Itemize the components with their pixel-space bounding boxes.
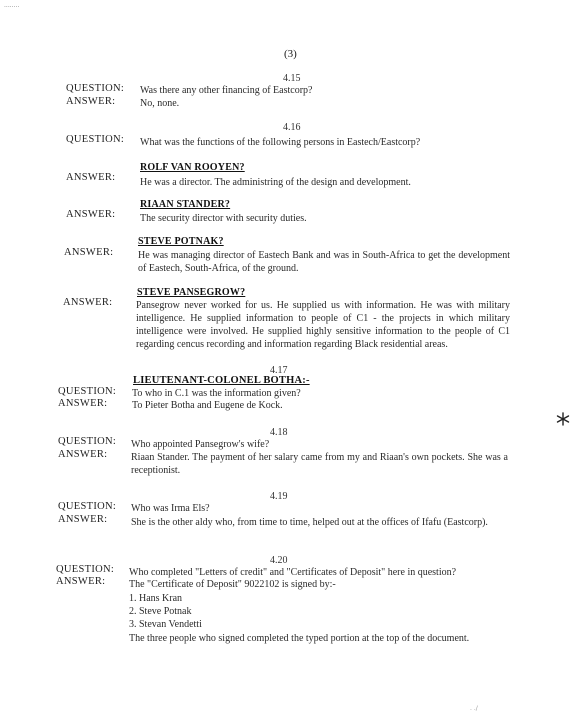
question-4-18: Who appointed Pansegrow's wife? [131,439,270,450]
person-heading-steve-pansegrow: STEVE PANSEGROW? [137,287,246,298]
list-item: 1. Hans Kran [129,593,183,604]
answer-4-15: No, none. [140,98,180,109]
answer-label: ANSWER: [58,449,108,460]
corner-mark: ........ [4,2,20,9]
question-4-17: To who in C.1 was the information given? [132,388,301,399]
question-label: QUESTION: [66,83,125,94]
question-4-20: Who completed "Letters of credit" and "Certificates of Deposit" here in question? [129,567,457,578]
answer-label: ANSWER: [66,209,116,220]
answer-steve-pansegrow: Pansegrow never worked for us. He supplied us with information. He was with military intelligence. He supplied information to people of C1 - the projects in which military intelligence were involved. He supplied highly sensitive information to the people of C1 regarding cencus recording and information regarding Black residential areas. [136,300,510,350]
question-4-15: Was there any other financing of Eastcorp? [140,85,313,96]
section-number-4-18: 4.18 [270,427,288,438]
question-4-19: Who was Irma Els? [131,503,210,514]
section-number-4-19: 4.19 [270,491,288,502]
question-label: QUESTION: [58,501,117,512]
answer-4-20: The "Certificate of Deposit" 9022102 is signed by:- [129,579,336,590]
answer-label: ANSWER: [66,96,116,107]
signer-list [129,592,329,631]
answer-steve-potnak: He was managing director of Eastech Bank and was in South-Africa to get the development of Eastech, South-Africa, of the ground. [138,250,510,274]
person-heading-riaan-stander: RIAAN STANDER? [140,199,231,210]
ink-star-mark-icon [556,412,570,426]
page-number: (3) [284,48,297,60]
question-label: QUESTION: [58,436,117,447]
answer-riaan-stander: The security director with security duties. [140,213,307,224]
answer-rolf-van-rooyen: He was a director. The administring of the design and development. [140,177,411,188]
question-label: QUESTION: [56,564,115,575]
bottom-mark: . ./ [470,705,478,712]
list-item: 2. Steve Potnak [129,606,192,617]
answer-4-18: Riaan Stander. The payment of her salary came from my and Riaan's own pockets. She was a receptionist. [131,452,508,476]
section-number-4-15: 4.15 [283,73,301,84]
answer-4-19: She is the other aldy who, from time to time, helped out at the offices of Ifafu (Eastcorp). [131,517,488,528]
answer-label: ANSWER: [63,297,113,308]
list-item: 3. Stevan Vendetti [129,619,202,630]
person-heading-steve-potnak: STEVE POTNAK? [138,236,224,247]
section-number-4-20: 4.20 [270,555,288,566]
answer-label: ANSWER: [58,398,108,409]
person-heading-rolf-van-rooyen: ROLF VAN ROOYEN? [140,162,245,173]
answer-label: ANSWER: [66,172,116,183]
question-4-16: What was the functions of the following persons in Eastech/Eastcorp? [140,137,421,148]
section-number-4-16: 4.16 [283,122,301,133]
heading-lieutenant-colonel-botha: LIEUTENANT-COLONEL BOTHA:- [133,375,310,386]
question-label: QUESTION: [66,134,125,145]
answer-label: ANSWER: [64,247,114,258]
answer-label: ANSWER: [56,576,106,587]
closing-remark-4-20: The three people who signed completed the typed portion at the top of the document. [129,633,470,644]
answer-4-17: To Pieter Botha and Eugene de Kock. [132,400,283,411]
section-number-4-17: 4.17 [270,365,288,376]
answer-label: ANSWER: [58,514,108,525]
question-label: QUESTION: [58,386,117,397]
